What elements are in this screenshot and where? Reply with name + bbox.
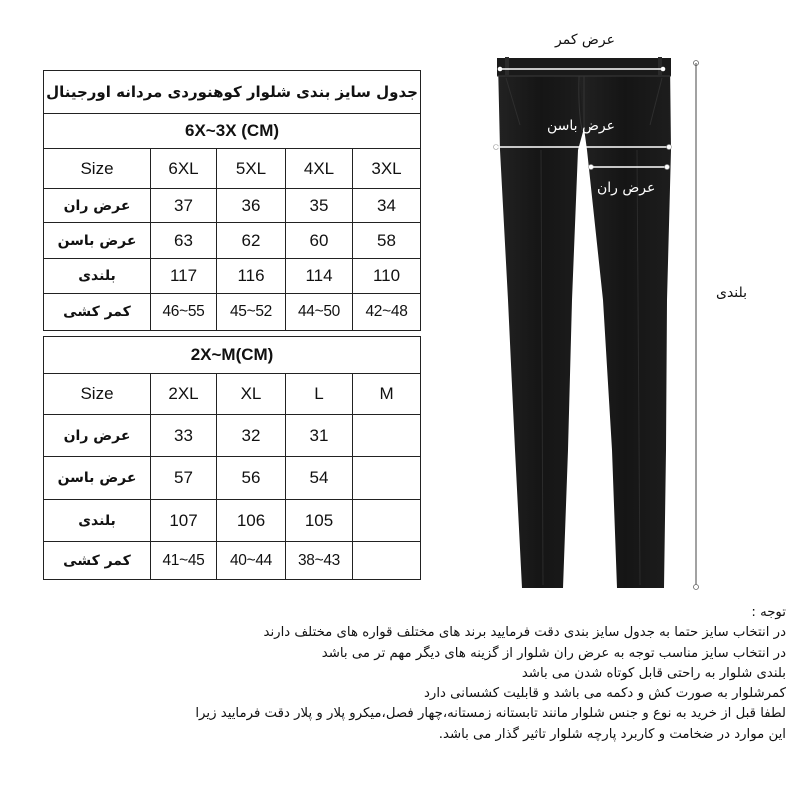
header-cell: Size xyxy=(44,149,151,189)
pants-right-leg xyxy=(578,62,671,588)
notes-title: توجه : xyxy=(751,605,786,620)
table-cell: 41~45 xyxy=(151,542,217,580)
table-cell: 105 xyxy=(286,500,353,542)
table-cell: 33 xyxy=(151,415,217,457)
note-line: این موارد در ضخامت و کاربرد پارچه شلوار تاثیر گذار می باشد. xyxy=(438,726,786,742)
row-label: کمر کشی xyxy=(44,294,151,331)
size-table-small xyxy=(43,336,421,580)
length-label: بلندی xyxy=(716,285,748,301)
length-marker-bottom xyxy=(694,585,699,590)
table-cell: 40~44 xyxy=(217,542,286,580)
note-line: در انتخاب سایز مناسب توجه به عرض ران شلوار از گزینه های دیگر مهم تر می باشد xyxy=(321,645,786,661)
header-cell: M xyxy=(353,374,421,415)
table-cell xyxy=(353,500,421,542)
waist-label: عرض کمر xyxy=(555,32,615,48)
table-cell xyxy=(353,542,421,580)
table-cell: 106 xyxy=(217,500,286,542)
waistband xyxy=(497,58,671,76)
table-cell: 31 xyxy=(286,415,353,457)
table-cell: 37 xyxy=(151,189,217,223)
hip-marker-right xyxy=(667,145,672,150)
table-cell: 44~50 xyxy=(286,294,353,331)
table-cell: 45~52 xyxy=(217,294,286,331)
section-title-6x-3x: 6X~3X (CM) xyxy=(44,114,421,149)
waist-marker-right xyxy=(661,67,666,72)
notes-section xyxy=(16,603,786,745)
table-cell: 110 xyxy=(353,259,421,294)
table-cell: 35 xyxy=(286,189,353,223)
row-label: عرض ران xyxy=(44,415,151,457)
table-caption: جدول سایز بندی شلوار کوهنوردی مردانه اورجینال xyxy=(44,71,421,114)
table-cell: 60 xyxy=(286,223,353,259)
header-cell: Size xyxy=(44,374,151,415)
header-cell: 4XL xyxy=(286,149,353,189)
note-line: در انتخاب سایز حتما به جدول سایز بندی دقت فرمایید برند های مختلف قواره های مختلف دارند xyxy=(263,625,786,641)
table-cell: 54 xyxy=(286,457,353,500)
table-cell: 46~55 xyxy=(151,294,217,331)
row-label: بلندی xyxy=(44,500,151,542)
table-cell: 56 xyxy=(217,457,286,500)
header-cell: XL xyxy=(217,374,286,415)
row-label: کمر کشی xyxy=(44,542,151,580)
hip-label: عرض باسن xyxy=(547,118,616,134)
header-cell: 2XL xyxy=(151,374,217,415)
table-cell xyxy=(353,415,421,457)
table-cell: 62 xyxy=(217,223,286,259)
header-cell: L xyxy=(286,374,353,415)
table-cell: 117 xyxy=(151,259,217,294)
thigh-label: عرض ران xyxy=(597,180,656,196)
table-cell: 58 xyxy=(353,223,421,259)
table-cell: 114 xyxy=(286,259,353,294)
pants-left-leg xyxy=(498,62,584,588)
table-cell: 107 xyxy=(151,500,217,542)
table-cell: 57 xyxy=(151,457,217,500)
note-line: کمرشلوار به صورت کش و دکمه می باشد و قابلیت کشسانی دارد xyxy=(423,686,786,702)
table-cell: 38~43 xyxy=(286,542,353,580)
header-cell: 3XL xyxy=(353,149,421,189)
note-line: لطفا قبل از خرید به نوع و جنس شلوار مانند تابستانه زمستانه،چهار فصل،میکرو پلار و پلار دقت فرمایید زیرا xyxy=(195,706,786,722)
row-label: عرض باسن xyxy=(44,223,151,259)
section-title-2x-m: 2X~M(CM) xyxy=(44,337,421,374)
table-cell: 116 xyxy=(217,259,286,294)
thigh-marker-right xyxy=(665,165,670,170)
table-cell: 32 xyxy=(217,415,286,457)
table-cell: 34 xyxy=(353,189,421,223)
note-line: بلندی شلوار به راحتی قابل کوتاه شدن می باشد xyxy=(521,665,786,681)
table-cell: 42~48 xyxy=(353,294,421,331)
header-cell: 6XL xyxy=(151,149,217,189)
header-cell: 5XL xyxy=(217,149,286,189)
table-cell: 63 xyxy=(151,223,217,259)
row-label: عرض ران xyxy=(44,189,151,223)
row-label: عرض باسن xyxy=(44,457,151,500)
table-cell xyxy=(353,457,421,500)
row-label: بلندی xyxy=(44,259,151,294)
table-cell: 36 xyxy=(217,189,286,223)
size-table-large xyxy=(43,70,421,331)
